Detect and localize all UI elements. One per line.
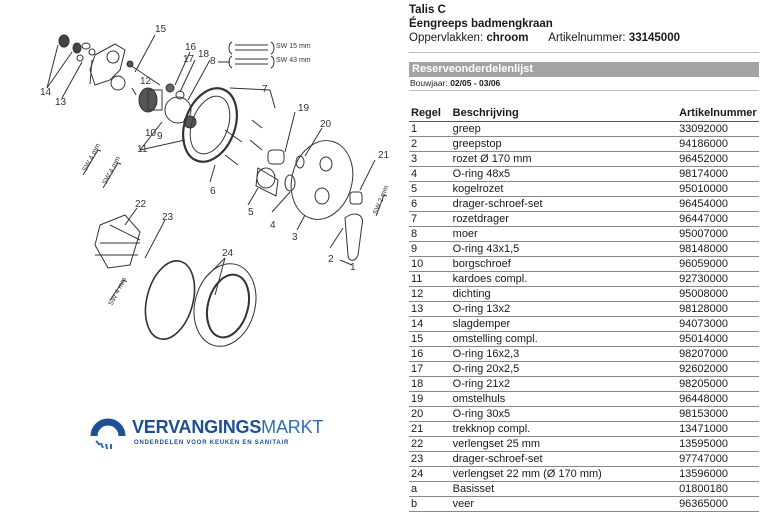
finish-value: chroom xyxy=(486,32,529,44)
cell-beschrijving: moer xyxy=(451,227,677,242)
cell-regel: 4 xyxy=(409,167,451,182)
callout-9: 9 xyxy=(157,131,163,142)
table-row xyxy=(409,497,759,512)
logo-tagline: ONDERDELEN VOOR KEUKEN EN SANITAIR xyxy=(134,440,290,446)
cell-artikelnummer: 98153000 xyxy=(677,407,759,422)
callout-3: 3 xyxy=(292,232,298,243)
cell-beschrijving: O-ring 48x5 xyxy=(451,167,677,182)
build-year-label: Bouwjaar: xyxy=(410,78,448,88)
table-row xyxy=(409,197,759,212)
cell-regel: 10 xyxy=(409,257,451,272)
cell-regel: 11 xyxy=(409,272,451,287)
divider xyxy=(409,90,759,91)
callout-18: 18 xyxy=(198,49,210,60)
table-row xyxy=(409,482,759,497)
callout-24: 24 xyxy=(222,248,234,259)
logo-ring-icon xyxy=(88,414,128,450)
column-header-regel: Regel xyxy=(409,105,451,122)
table-row xyxy=(409,302,759,317)
cell-regel: 17 xyxy=(409,362,451,377)
cell-artikelnummer: 13471000 xyxy=(677,422,759,437)
table-row xyxy=(409,452,759,467)
hexkey-label-1: SW 4 mm xyxy=(81,142,103,173)
cell-beschrijving: borgschroef xyxy=(451,257,677,272)
table-row xyxy=(409,407,759,422)
hexkey-label-2: SW 4 mm xyxy=(101,155,123,186)
exploded-parts-diagram xyxy=(0,0,400,400)
cell-regel: 16 xyxy=(409,347,451,362)
callout-10: 10 xyxy=(145,128,157,139)
cell-beschrijving: greepstop xyxy=(451,137,677,152)
article-value: 33145000 xyxy=(628,32,680,44)
table-row xyxy=(409,422,759,437)
cell-regel: 15 xyxy=(409,332,451,347)
callout-4: 4 xyxy=(270,220,276,231)
cell-regel: 9 xyxy=(409,242,451,257)
callout-11: 11 xyxy=(137,144,148,155)
cell-artikelnummer: 92730000 xyxy=(677,272,759,287)
cell-artikelnummer: 95007000 xyxy=(677,227,759,242)
column-header-artikelnummer: Artikelnummer xyxy=(677,105,759,122)
cell-beschrijving: verlengset 22 mm (Ø 170 mm) xyxy=(451,467,677,482)
build-year-value: 02/05 - 03/06 xyxy=(450,78,501,88)
cell-artikelnummer: 94073000 xyxy=(677,317,759,332)
cell-artikelnummer: 96059000 xyxy=(677,257,759,272)
cell-regel: 5 xyxy=(409,182,451,197)
callout-1: 1 xyxy=(350,262,356,273)
cell-beschrijving: O-ring 20x2,5 xyxy=(451,362,677,377)
cell-regel: a xyxy=(409,482,451,497)
table-row xyxy=(409,362,759,377)
section-title: Reserveonderdelenlijst xyxy=(409,62,759,77)
cell-beschrijving: O-ring 21x2 xyxy=(451,377,677,392)
table-row xyxy=(409,122,759,137)
cell-beschrijving: O-ring 16x2,3 xyxy=(451,347,677,362)
cell-artikelnummer: 98207000 xyxy=(677,347,759,362)
hexkey-label-3: SW 4 mm xyxy=(107,276,129,307)
cell-beschrijving: O-ring 43x1,5 xyxy=(451,242,677,257)
cell-beschrijving: omstelling compl. xyxy=(451,332,677,347)
cell-beschrijving: O-ring 13x2 xyxy=(451,302,677,317)
table-row xyxy=(409,332,759,347)
cell-regel: 1 xyxy=(409,122,451,137)
parts-panel xyxy=(409,0,759,512)
cell-regel: b xyxy=(409,497,451,512)
cell-artikelnummer: 01800180 xyxy=(677,482,759,497)
cell-regel: 22 xyxy=(409,437,451,452)
cell-beschrijving: kardoes compl. xyxy=(451,272,677,287)
table-row xyxy=(409,287,759,302)
cell-beschrijving: kogelrozet xyxy=(451,182,677,197)
table-row xyxy=(409,167,759,182)
cell-regel: 14 xyxy=(409,317,451,332)
table-row xyxy=(409,317,759,332)
cell-beschrijving: slagdemper xyxy=(451,317,677,332)
table-row xyxy=(409,152,759,167)
product-name: Talis C xyxy=(409,4,446,16)
column-header-beschrijving: Beschrijving xyxy=(451,105,677,122)
cell-regel: 21 xyxy=(409,422,451,437)
product-meta xyxy=(409,31,759,46)
finish-label: Oppervlakken: xyxy=(409,32,484,44)
cell-artikelnummer: 98128000 xyxy=(677,302,759,317)
build-year xyxy=(409,77,759,90)
cell-beschrijving: trekknop compl. xyxy=(451,422,677,437)
callout-19: 19 xyxy=(298,103,310,114)
cell-regel: 20 xyxy=(409,407,451,422)
cell-regel: 19 xyxy=(409,392,451,407)
cell-artikelnummer: 97747000 xyxy=(677,452,759,467)
callout-22: 22 xyxy=(135,199,147,210)
callout-21: 21 xyxy=(378,150,390,161)
table-row xyxy=(409,182,759,197)
callout-5: 5 xyxy=(248,207,254,218)
cell-artikelnummer: 13595000 xyxy=(677,437,759,452)
cell-artikelnummer: 13596000 xyxy=(677,467,759,482)
callout-14: 14 xyxy=(40,87,52,98)
callout-6: 6 xyxy=(210,186,216,197)
cell-artikelnummer: 96365000 xyxy=(677,497,759,512)
cell-regel: 6 xyxy=(409,197,451,212)
callout-17: 17 xyxy=(183,54,195,65)
wrench-label-sw15: SW 15 mm xyxy=(276,43,311,50)
cell-beschrijving: dichting xyxy=(451,287,677,302)
table-row xyxy=(409,467,759,482)
wrench-label-sw43: SW 43 mm xyxy=(276,57,311,64)
callout-13: 13 xyxy=(55,97,67,108)
cell-regel: 7 xyxy=(409,212,451,227)
cell-beschrijving: greep xyxy=(451,122,677,137)
cell-beschrijving: O-ring 30x5 xyxy=(451,407,677,422)
cell-artikelnummer: 96448000 xyxy=(677,392,759,407)
callout-15: 15 xyxy=(155,24,167,35)
cell-artikelnummer: 98205000 xyxy=(677,377,759,392)
cell-beschrijving: drager-schroef-set xyxy=(451,452,677,467)
cell-artikelnummer: 95010000 xyxy=(677,182,759,197)
cell-beschrijving: Basisset xyxy=(451,482,677,497)
cell-beschrijving: omstelhuls xyxy=(451,392,677,407)
cell-artikelnummer: 95008000 xyxy=(677,287,759,302)
callout-2: 2 xyxy=(328,254,334,265)
cell-artikelnummer: 33092000 xyxy=(677,122,759,137)
cell-artikelnummer: 94186000 xyxy=(677,137,759,152)
divider xyxy=(409,52,759,53)
table-row xyxy=(409,377,759,392)
cell-regel: 24 xyxy=(409,467,451,482)
table-row xyxy=(409,257,759,272)
cell-beschrijving: verlengset 25 mm xyxy=(451,437,677,452)
table-row xyxy=(409,437,759,452)
table-row xyxy=(409,392,759,407)
callout-20: 20 xyxy=(320,119,332,130)
cell-artikelnummer: 98174000 xyxy=(677,167,759,182)
callout-23: 23 xyxy=(162,212,174,223)
cell-artikelnummer: 92602000 xyxy=(677,362,759,377)
table-row xyxy=(409,272,759,287)
callout-16: 16 xyxy=(185,42,197,53)
cell-regel: 3 xyxy=(409,152,451,167)
cell-beschrijving: drager-schroef-set xyxy=(451,197,677,212)
cell-regel: 12 xyxy=(409,287,451,302)
cell-artikelnummer: 96454000 xyxy=(677,197,759,212)
cell-beschrijving: rozetdrager xyxy=(451,212,677,227)
table-row xyxy=(409,137,759,152)
table-row xyxy=(409,347,759,362)
cell-regel: 8 xyxy=(409,227,451,242)
cell-artikelnummer: 98148000 xyxy=(677,242,759,257)
cell-artikelnummer: 95014000 xyxy=(677,332,759,347)
parts-table xyxy=(409,105,759,512)
cell-regel: 23 xyxy=(409,452,451,467)
diagram-drawing xyxy=(0,0,400,400)
cell-artikelnummer: 96452000 xyxy=(677,152,759,167)
hexkey-label-4: SW 2 mm xyxy=(372,184,391,216)
logo-wordmark: VERVANGINGSMARKT xyxy=(132,417,324,437)
vervangingsmarkt-logo xyxy=(88,414,324,452)
cell-regel: 2 xyxy=(409,137,451,152)
cell-regel: 18 xyxy=(409,377,451,392)
cell-artikelnummer: 96447000 xyxy=(677,212,759,227)
cell-regel: 13 xyxy=(409,302,451,317)
table-row xyxy=(409,212,759,227)
callout-8: 8 xyxy=(210,56,216,67)
cell-beschrijving: veer xyxy=(451,497,677,512)
table-row xyxy=(409,227,759,242)
callout-7: 7 xyxy=(262,84,268,95)
article-label: Artikelnummer: xyxy=(548,32,626,44)
product-type: Éengreeps badmengkraan xyxy=(409,18,553,30)
cell-beschrijving: rozet Ø 170 mm xyxy=(451,152,677,167)
callout-12: 12 xyxy=(140,76,152,87)
table-header-row xyxy=(409,105,759,122)
table-row xyxy=(409,242,759,257)
